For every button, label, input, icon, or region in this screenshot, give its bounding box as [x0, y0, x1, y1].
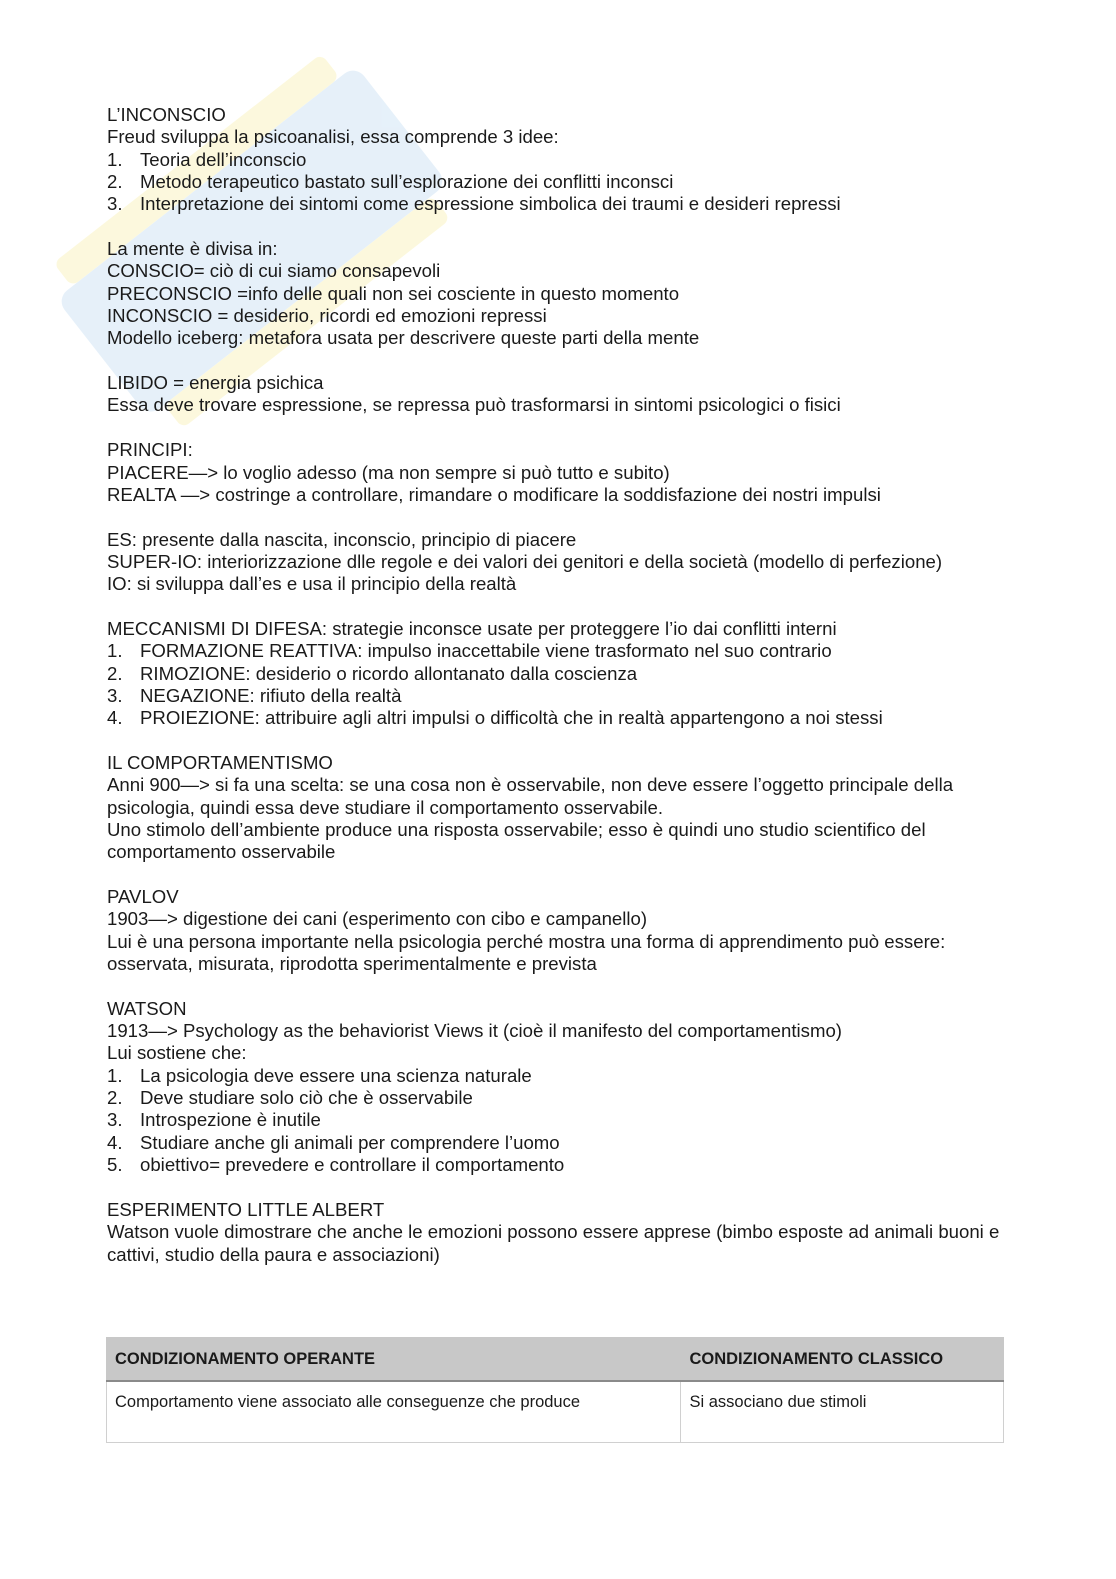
- text-line: Lui sostiene che:: [107, 1042, 247, 1064]
- numbered-list: [107, 1065, 1007, 1177]
- section-block: [107, 238, 1007, 350]
- list-item-text: PROIEZIONE: attribuire agli altri impulsi o difficoltà che in realtà appartengono a noi stessi: [140, 707, 883, 729]
- list-item: [107, 1132, 1007, 1154]
- section-block: [107, 998, 1007, 1177]
- table-header-classico: CONDIZIONAMENTO CLASSICO: [681, 1338, 1004, 1382]
- list-item: [107, 1065, 1007, 1087]
- table-header-operante: CONDIZIONAMENTO OPERANTE: [107, 1338, 681, 1382]
- text-line: 1903—> digestione dei cani (esperimento con cibo e campanello): [107, 908, 648, 930]
- section-block: [107, 439, 1007, 506]
- list-item-text: RIMOZIONE: desiderio o ricordo allontanato dalla coscienza: [140, 662, 638, 684]
- text-line: 1913—> Psychology as the behaviorist Views it (cioè il manifesto del comportamentismo): [107, 1020, 842, 1042]
- list-item: [107, 707, 1007, 729]
- list-number: 2.: [107, 171, 123, 193]
- section-heading: IL COMPORTAMENTISMO: [107, 751, 333, 773]
- text-line: INCONSCIO = desiderio, ricordi ed emozioni repressi: [107, 305, 547, 327]
- list-number: 3.: [107, 193, 123, 215]
- list-item-text: Teoria dell’inconscio: [140, 148, 307, 170]
- section-block: [107, 618, 1007, 730]
- comparison-table: [106, 1337, 1004, 1443]
- list-number: 1.: [107, 148, 123, 170]
- list-item: [107, 1109, 1007, 1131]
- list-item: [107, 663, 1007, 685]
- list-item-text: La psicologia deve essere una scienza naturale: [140, 1064, 532, 1086]
- list-item-text: Deve studiare solo ciò che è osservabile: [140, 1087, 473, 1109]
- section-heading: La mente è divisa in:: [107, 238, 278, 260]
- section-block: [107, 752, 1007, 864]
- text-line: REALTA —> costringe a controllare, rimandare o modificare la soddisfazione dei nostri impulsi: [107, 483, 881, 505]
- list-number: 1.: [107, 1064, 123, 1086]
- numbered-list: [107, 149, 1007, 216]
- table-cell: Si associano due stimoli: [681, 1381, 1004, 1443]
- section-heading: MECCANISMI DI DIFESA: strategie inconsce usate per proteggere l’io dai conflitti interni: [107, 617, 837, 639]
- list-number: 1.: [107, 640, 123, 662]
- text-line: PRECONSCIO =info delle quali non sei cosciente in questo momento: [107, 282, 680, 304]
- list-item-text: obiettivo= prevedere e controllare il comportamento: [140, 1154, 565, 1176]
- document-page: [107, 104, 1007, 1288]
- text-line: Uno stimolo dell’ambiente produce una risposta osservabile; esso è quindi uno studio scientifico del comportamento osservabile: [107, 819, 926, 863]
- section-heading: PRINCIPI:: [107, 439, 193, 461]
- list-item-text: Metodo terapeutico bastato sull’esplorazione dei conflitti inconsci: [140, 171, 674, 193]
- list-item: [107, 685, 1007, 707]
- list-item-text: NEGAZIONE: rifiuto della realtà: [140, 684, 402, 706]
- text-line: SUPER-IO: interiorizzazione dlle regole e dei valori dei genitori e della società (modello di perfezione): [107, 550, 943, 572]
- section-block: [107, 529, 1007, 596]
- list-item-text: FORMAZIONE REATTIVA: impulso inaccettabile viene trasformato nel suo contrario: [140, 640, 832, 662]
- table-cell: Comportamento viene associato alle conseguenze che produce: [107, 1381, 681, 1443]
- list-item-text: Interpretazione dei sintomi come espressione simbolica dei traumi e desideri repressi: [140, 193, 841, 215]
- section-heading: L’INCONSCIO: [107, 104, 226, 125]
- text-line: IO: si sviluppa dall’es e usa il principio della realtà: [107, 573, 517, 595]
- list-number: 2.: [107, 662, 123, 684]
- text-line: Modello iceberg: metafora usata per descrivere queste parti della mente: [107, 327, 700, 349]
- table-row: [107, 1381, 1004, 1443]
- list-number: 2.: [107, 1087, 123, 1109]
- list-number: 3.: [107, 1109, 123, 1131]
- list-item: [107, 1154, 1007, 1176]
- list-number: 5.: [107, 1154, 123, 1176]
- section-heading: ES: presente dalla nascita, inconscio, principio di piacere: [107, 528, 577, 550]
- section-block: [107, 372, 1007, 417]
- text-line: PIACERE—> lo voglio adesso (ma non sempre si può tutto e subito): [107, 461, 670, 483]
- table-header-row: [107, 1338, 1004, 1382]
- numbered-list: [107, 640, 1007, 729]
- text-line: Freud sviluppa la psicoanalisi, essa comprende 3 idee:: [107, 126, 559, 148]
- section-block: [107, 1199, 1007, 1266]
- list-item-text: Studiare anche gli animali per comprendere l’uomo: [140, 1131, 560, 1153]
- section-heading: WATSON: [107, 997, 187, 1019]
- list-number: 4.: [107, 1131, 123, 1153]
- text-line: CONSCIO= ciò di cui siamo consapevoli: [107, 260, 441, 282]
- text-line: Essa deve trovare espressione, se repressa può trasformarsi in sintomi psicologici o fisici: [107, 394, 841, 416]
- list-item: [107, 1087, 1007, 1109]
- list-item-text: Introspezione è inutile: [140, 1109, 321, 1131]
- section-heading: ESPERIMENTO LITTLE ALBERT: [107, 1198, 385, 1220]
- text-line: Anni 900—> si fa una scelta: se una cosa non è osservabile, non deve essere l’oggetto principale della psicologia, quindi essa deve studiare il comportamento osservabile.: [107, 774, 954, 818]
- list-item: [107, 193, 1007, 215]
- list-item: [107, 640, 1007, 662]
- section-block: [107, 104, 1007, 216]
- list-number: 3.: [107, 684, 123, 706]
- section-block: [107, 886, 1007, 975]
- section-heading: PAVLOV: [107, 886, 179, 908]
- text-line: Lui è una persona importante nella psicologia perché mostra una forma di apprendimento può essere: osservata, misurata, riprodotta sperimentalmente e prevista: [107, 930, 946, 975]
- text-line: Watson vuole dimostrare che anche le emozioni possono essere apprese (bimbo esposte ad animali buoni e cattivi, studio della paura e associazioni): [107, 1221, 1000, 1265]
- list-number: 4.: [107, 707, 123, 729]
- section-heading: LIBIDO = energia psichica: [107, 372, 324, 394]
- list-item: [107, 149, 1007, 171]
- list-item: [107, 171, 1007, 193]
